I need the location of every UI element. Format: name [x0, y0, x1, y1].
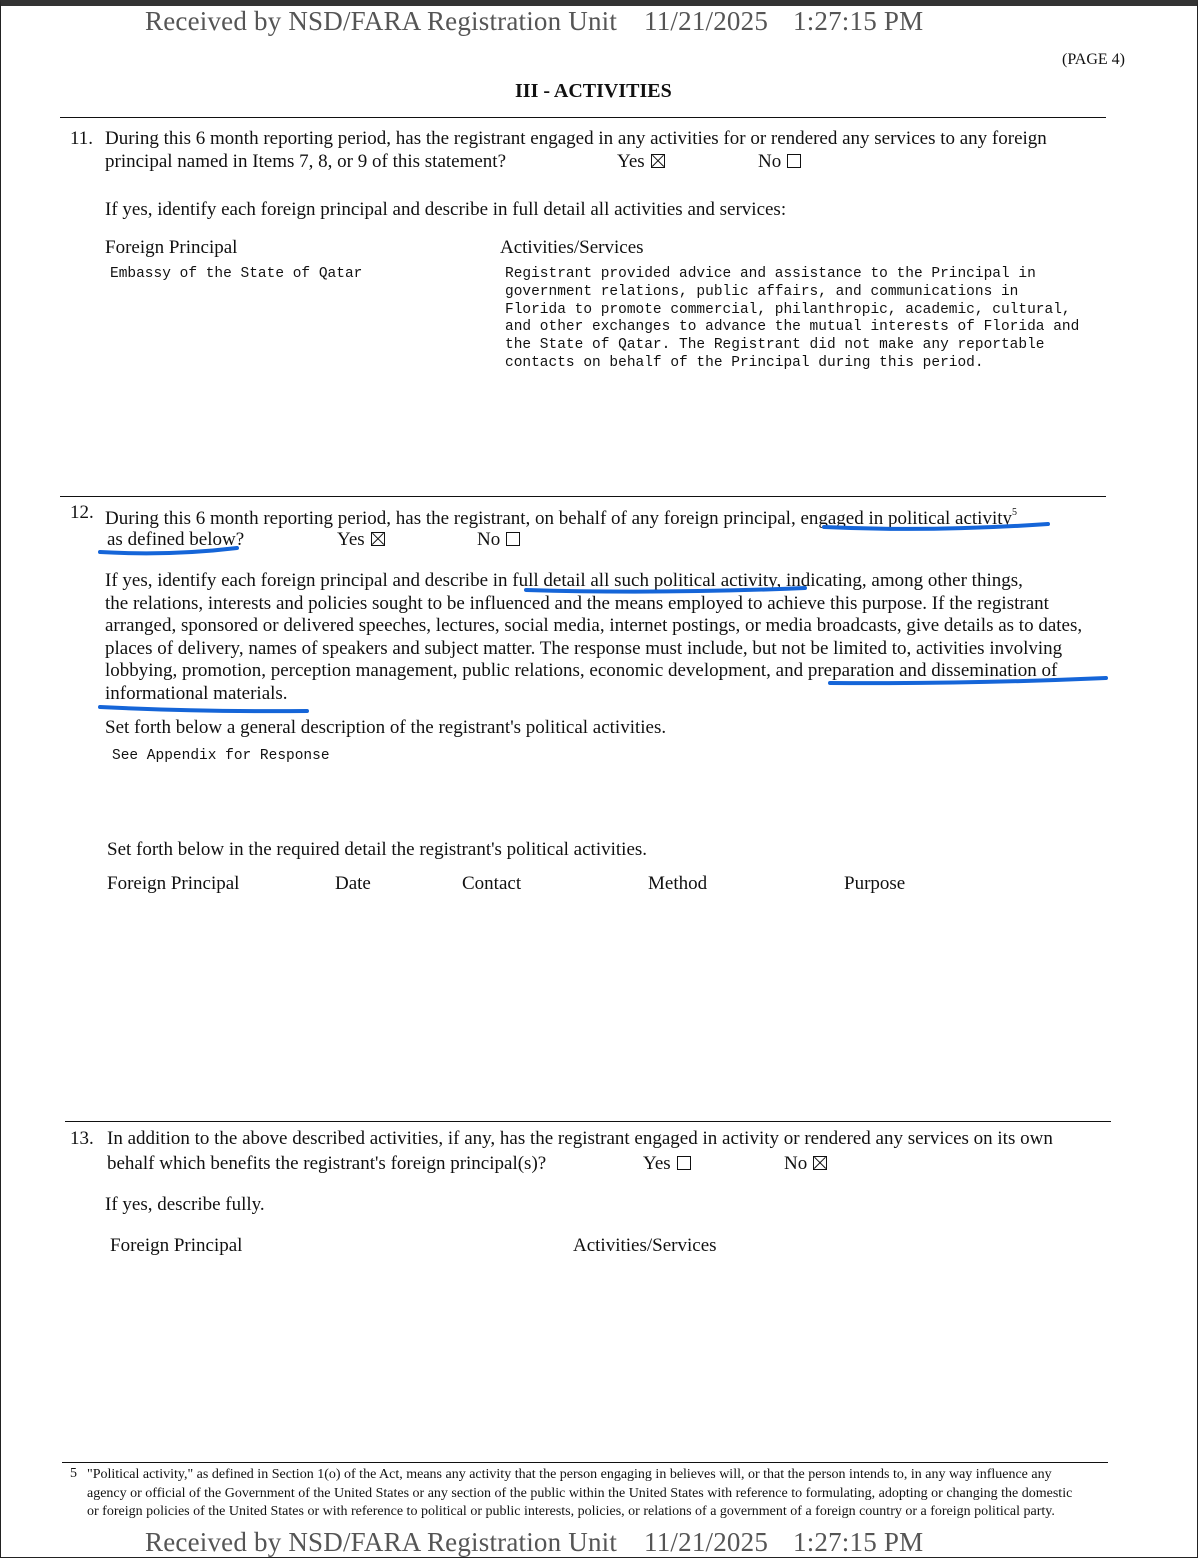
- q12-col-foreign-principal: Foreign Principal: [107, 873, 240, 894]
- q12-general-label: Set forth below a general description of the registrant's political activities.: [105, 717, 667, 738]
- q11-activities-line: Florida to promote commercial, philanthropic, academic, cultural,: [505, 301, 1071, 318]
- footnote-line: "Political activity," as defined in Section 1(o) of the Act, means any activity that the person engaging in believes will, or that the person intends to, in any way influence any: [87, 1467, 1052, 1482]
- q13-instruction: If yes, describe fully.: [105, 1194, 265, 1215]
- q11-col-activities: Activities/Services: [500, 237, 644, 258]
- q12-col-method: Method: [648, 873, 708, 894]
- q11-principal-value: Embassy of the State of Qatar: [110, 266, 363, 282]
- stamp-label: Received by NSD/FARA Registration Unit: [145, 1527, 618, 1557]
- q12-col-purpose: Purpose: [844, 873, 906, 894]
- received-stamp-bottom: [145, 1527, 923, 1558]
- section-title: III - ACTIVITIES: [515, 80, 672, 102]
- q13-question-line2: behalf which benefits the registrant's foreign principal(s)?: [107, 1153, 547, 1174]
- q11-yes-label: Yes: [617, 151, 645, 172]
- q13-yes-option[interactable]: [643, 1153, 691, 1175]
- q12-instruction-line: places of delivery, names of speakers and subject matter. The response must include, but not be limited to, activities involving: [105, 637, 1063, 659]
- q12-yes-checkbox[interactable]: [371, 532, 385, 546]
- footnote-text: [87, 1466, 1072, 1522]
- page-label: (PAGE 4): [1062, 51, 1125, 68]
- q13-no-label: No: [784, 1153, 808, 1174]
- q12-footnote-ref: 5: [1012, 507, 1018, 518]
- q11-instruction: If yes, identify each foreign principal and describe in full detail all activities and services:: [105, 199, 787, 220]
- q12-yes-label: Yes: [337, 529, 365, 550]
- stamp-time: 1:27:15 PM: [793, 1527, 924, 1557]
- q11-question-line2: principal named in Items 7, 8, or 9 of this statement?: [105, 151, 507, 172]
- q12-col-date: Date: [335, 873, 371, 894]
- q11-activities-line: government relations, public affairs, and communications in: [505, 283, 1019, 300]
- q11-activities-line: contacts on behalf of the Principal during this period.: [505, 354, 984, 371]
- q11-yes-checkbox[interactable]: [651, 154, 665, 168]
- q12-no-option[interactable]: [477, 529, 520, 551]
- q11-yes-option[interactable]: [617, 151, 665, 173]
- q12-instruction: [105, 570, 1082, 705]
- q12-yes-option[interactable]: [337, 529, 385, 551]
- q13-yes-checkbox[interactable]: [677, 1156, 691, 1170]
- q12-no-checkbox[interactable]: [506, 532, 520, 546]
- q11-number: 11.: [70, 128, 94, 149]
- q12-col-contact: Contact: [462, 873, 522, 894]
- stamp-date: 11/21/2025: [644, 6, 769, 36]
- q12-instruction-line: the relations, interests and policies sought to be influenced and the means employed to achieve this purpose. If the registrant: [105, 592, 1049, 614]
- q11-question-line1: During this 6 month reporting period, has the registrant engaged in any activities for or rendered any services to any foreign: [105, 128, 1047, 149]
- q11-activities-line: Registrant provided advice and assistance to the Principal in: [505, 266, 1036, 282]
- q11-no-option[interactable]: [758, 151, 801, 173]
- stamp-time: 1:27:15 PM: [793, 6, 924, 36]
- footnote-number: 5: [70, 1466, 77, 1481]
- q11-no-label: No: [758, 151, 782, 172]
- q13-col-activities: Activities/Services: [573, 1235, 717, 1256]
- q11-no-checkbox[interactable]: [787, 154, 801, 168]
- q12-instruction-line: arranged, sponsored or delivered speeches, lectures, social media, internet postings, or media broadcasts, give details as to dates,: [105, 615, 1083, 636]
- q12-instruction-line: If yes, identify each foreign principal and describe in full detail all such political activity, indicating, among other things,: [105, 570, 1023, 591]
- q12-instruction-line: informational materials.: [105, 682, 288, 704]
- q13-yes-label: Yes: [643, 1153, 671, 1174]
- footnote-line: or foreign policies of the United States or with reference to political or public interests, policies, or relations of a government of a foreign country or a foreign political party.: [87, 1504, 1055, 1519]
- q13-no-checkbox[interactable]: [813, 1156, 827, 1170]
- q13-number: 13.: [70, 1128, 94, 1149]
- q11-activities-line: the State of Qatar. The Registrant did not make any reportable: [505, 337, 1045, 354]
- q12-no-label: No: [477, 529, 501, 550]
- divider-q12: [60, 496, 1106, 497]
- q12-question-line2: as defined below?: [107, 529, 245, 550]
- stamp-date: 11/21/2025: [644, 1527, 769, 1557]
- q12-question-text: During this 6 month reporting period, has the registrant, on behalf of any foreign principal, engaged in political activity: [105, 508, 1013, 529]
- q11-activities-line: and other exchanges to advance the mutual interests of Florida and: [505, 319, 1080, 336]
- divider-footnote: [62, 1462, 1108, 1463]
- q12-number: 12.: [70, 502, 94, 523]
- received-stamp-top: [145, 6, 923, 37]
- divider-q13: [65, 1121, 1111, 1122]
- q11-col-foreign-principal: Foreign Principal: [105, 237, 238, 258]
- q12-question-line1: [105, 502, 1017, 530]
- q12-detail-label: Set forth below in the required detail the registrant's political activities.: [107, 839, 648, 860]
- q12-instruction-line: lobbying, promotion, perception management, public relations, economic development, and preparation and dissemination of: [105, 660, 1058, 681]
- stamp-label: Received by NSD/FARA Registration Unit: [145, 6, 618, 36]
- footnote-line: agency or official of the Government of the United States or any section of the public within the United States with reference to formulating, adopting or changing the domestic: [87, 1485, 1073, 1501]
- q13-question-line1: In addition to the above described activities, if any, has the registrant engaged in activity or rendered any services on its own: [107, 1128, 1053, 1149]
- q13-no-option[interactable]: [784, 1153, 827, 1175]
- q12-general-value: See Appendix for Response: [112, 748, 330, 764]
- q13-col-foreign-principal: Foreign Principal: [110, 1235, 243, 1256]
- divider-top: [60, 117, 1106, 118]
- q11-activities-text: [505, 266, 1079, 373]
